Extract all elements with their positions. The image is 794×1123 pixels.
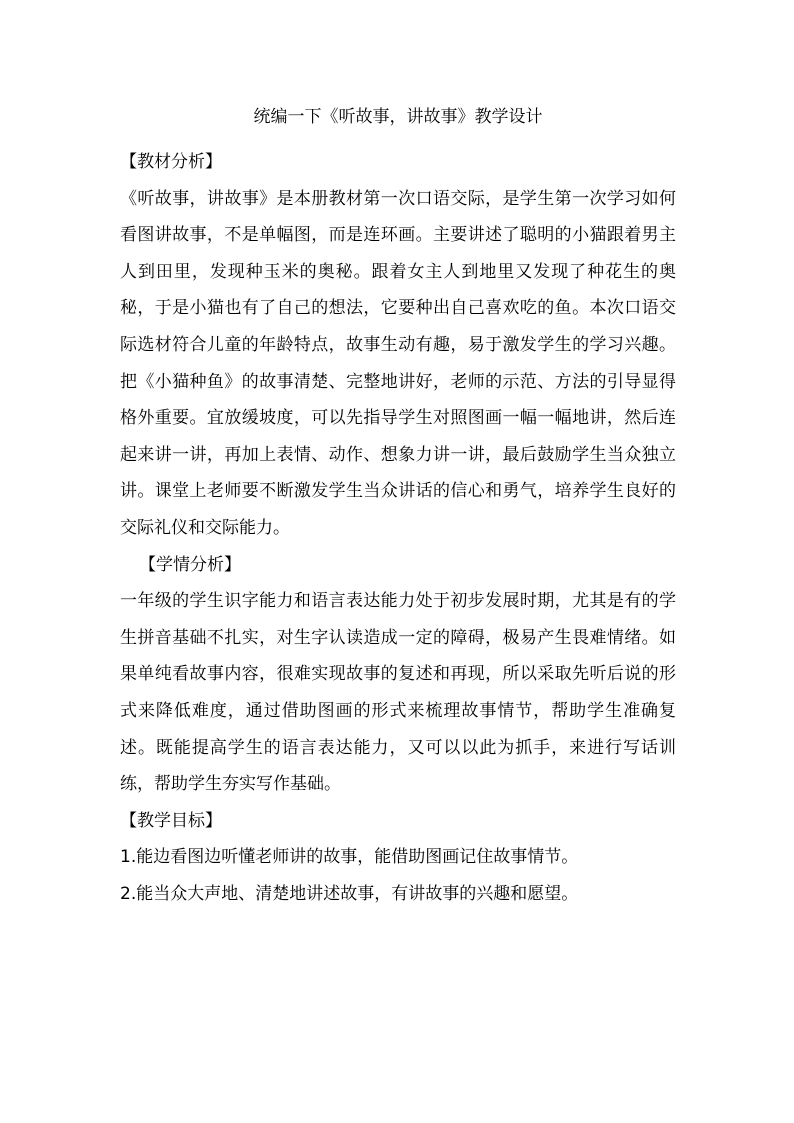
objective-item-2: 2.能当众大声地、清楚地讲述故事，有讲故事的兴趣和愿望。	[120, 883, 579, 904]
section-heading-student-analysis: 【学情分析】	[139, 554, 241, 575]
section-heading-textbook-analysis: 【教材分析】	[120, 152, 222, 172]
section-paragraph-student-analysis: 一年级的学生识字能力和语言表达能力处于初步发展时期，尤其是有的学生拼音基础不扎实，对生字认读造成一定的障碍，极易产生畏难情绪。如果单纯看故事内容，很难实现故事的复述和再现，所以采取先听后说的形式来降低难度，通过借助图画的形式来梳理故事情节，帮助学生准确复述。既能提高学生的语言表达能力，又可以以此为抓手，来进行写话训练，帮助学生夯实写作基础。	[120, 591, 676, 795]
document-title: 统编一下《听故事，讲故事》教学设计	[253, 107, 543, 127]
section-heading-teaching-objectives: 【教学目标】	[120, 810, 222, 831]
objective-item-1: 1.能边看图边听懂老师讲的故事，能借助图画记住故事情节。	[120, 847, 579, 868]
section-paragraph-textbook-analysis: 《听故事，讲故事》是本册教材第一次口语交际，是学生第一次学习如何看图讲故事，不是单幅图，而是连环画。主要讲述了聪明的小猫跟着男主人到田里，发现种玉米的奥秘。跟着女主人到地里又发现了种花生的奥秘，于是小猫也有了自己的想法，它要种出自己喜欢吃的鱼。本次口语交际选材符合儿童的年龄特点，故事生动有趣，易于激发学生的学习兴趣。把《小猫种鱼》的故事清楚、完整地讲好，老师的示范、方法的引导显得格外重要。宜放缓坡度，可以先指导学生对照图画一幅一幅地讲，然后连起来讲一讲，再加上表情、动作、想象力讲一讲，最后鼓励学生当众独立讲。课堂上老师要不断激发学生当众讲话的信心和勇气，培养学生良好的交际礼仪和交际能力。	[120, 188, 676, 538]
document-body	[120, 144, 676, 912]
